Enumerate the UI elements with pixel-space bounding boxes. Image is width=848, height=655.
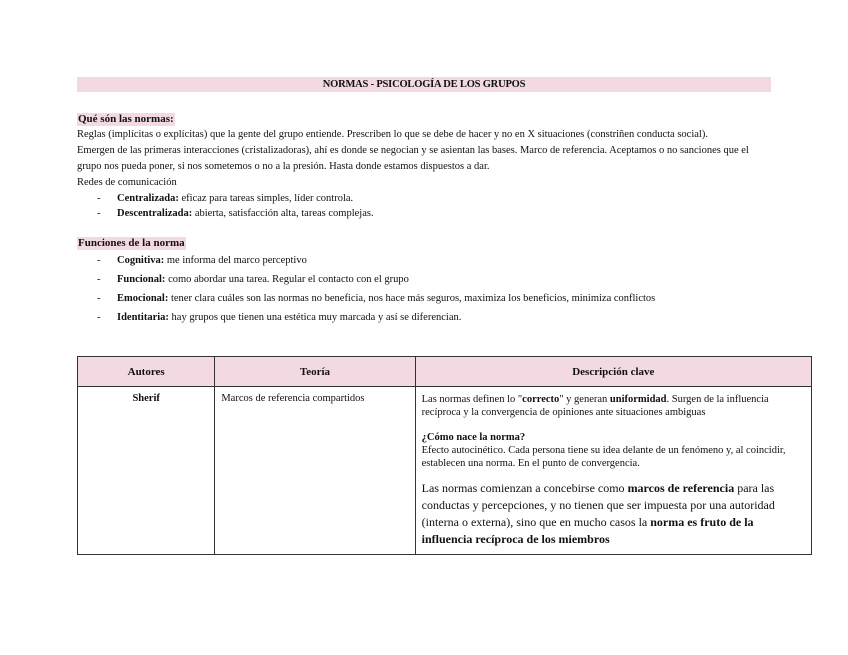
table-header-row [78,357,812,387]
item-term: Emocional: [117,293,169,304]
paragraph: Reglas (implícitas o explícitas) que la gente del grupo entiende. Prescriben lo que se debe de hacer y no en X situaciones (constriñen conducta social). [77,129,708,140]
dash-bullet: - [97,255,101,266]
text-run: Las normas definen lo " [421,394,523,405]
list-item [77,251,771,270]
text-run: para las conductas y percepciones, y no tienen que ser impuesta por una autoridad (interna o externa), sino que en mucho casos la [421,481,775,529]
authors-table [77,356,812,555]
dash-bullet: - [97,208,101,219]
dash-bullet: - [97,293,101,304]
dash-bullet: - [97,274,101,285]
column-header-descripcion: Descripción clave [415,357,811,387]
dash-bullet: - [97,312,101,323]
list-item [77,289,771,308]
communication-networks-list [77,191,771,221]
list-item [77,206,771,221]
description-paragraph [422,393,805,419]
section-heading: Qué són las normas: [78,113,174,125]
section-heading: Funciones de la norma [78,237,185,249]
column-header-teoria: Teoría [215,357,415,387]
item-text: me informa del marco perceptivo [166,255,307,266]
section-funciones-norma [77,233,771,327]
paragraph: Redes de comunicación [77,177,177,188]
section-que-son-normas [77,109,771,221]
list-item [77,308,771,327]
bold-run: uniformidad [609,394,667,405]
cell-description [415,387,811,555]
text-run: . Surgen de la influencia recíproca y la convergencia de opiniones ante situaciones ambiguas [421,394,769,418]
item-text: eficaz para tareas simples, líder controla. [181,193,354,204]
document-title: NORMAS - PSICOLOGÍA DE LOS GRUPOS [77,77,771,92]
item-term: Descentralizada: [117,208,193,219]
bold-run: correcto [522,394,560,405]
list-item [77,270,771,289]
cell-theory: Marcos de referencia compartidos [215,387,415,555]
description-paragraph [422,480,805,548]
text-run: " y generan [559,394,610,405]
item-term: Centralizada: [117,193,179,204]
item-text: tener clara cuáles son las normas no beneficia, nos hace más seguros, maximiza los beneficios, minimiza conflictos [170,293,656,304]
item-term: Funcional: [117,274,166,285]
description-paragraph: Efecto autocinético. Cada persona tiene su idea delante de un fenómeno y, al coincidir, establecen una norma. En el punto de convergencia. [421,445,786,469]
item-term: Cognitiva: [117,255,165,266]
column-header-autores: Autores [78,357,215,387]
bold-run: norma es fruto de la influencia recíproca de los miembros [421,515,754,546]
table-row [78,387,812,555]
item-text: hay grupos que tienen una estética muy marcada y así se diferencian. [171,312,462,323]
description-question: ¿Cómo nace la norma? [421,432,526,443]
dash-bullet: - [97,193,101,204]
item-text: como abordar una tarea. Regular el contacto con el grupo [168,274,409,285]
functions-list [77,251,771,327]
item-term: Identitaria: [117,312,169,323]
document-page [77,77,771,327]
list-item [77,191,771,206]
item-text: abierta, satisfacción alta, tareas complejas. [194,208,374,219]
paragraph: Emergen de las primeras interacciones (cristalizadoras), ahí es donde se negocian y se asientan las bases. Marco de referencia. Aceptamos o no sanciones que el grupo nos pueda poner, si nos sometemos o no a la presión. Hasta donde estamos dispuestos a dar. [77,145,749,172]
text-run: Las normas comienzan a concebirse como [421,481,628,495]
cell-author: Sherif [78,387,215,555]
bold-run: marcos de referencia [627,481,735,495]
